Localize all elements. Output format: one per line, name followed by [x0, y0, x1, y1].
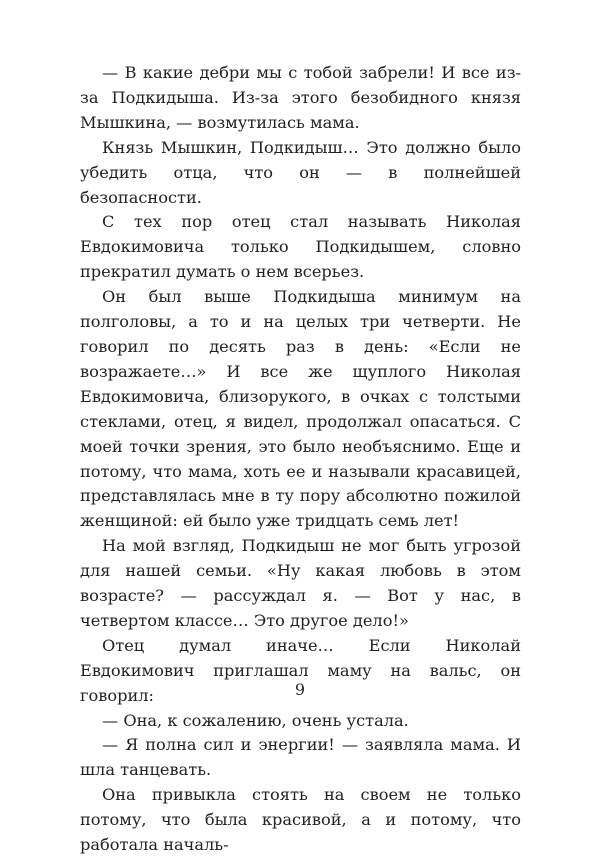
- body-text: [80, 61, 521, 858]
- paragraph-9: Она привыкла стоять на своем не только потому, что была красивой, а и потому, что работала началь-: [80, 785, 521, 855]
- paragraph-4: Он был выше Подкидыша минимум на полголовы, а то и на целых три четверти. Не говорил по десять раз в день: «Если не возражаете…» И все же щуплого Николая Евдокимовича, близорукого, в очках с толстыми стеклами, отец, я видел, продолжал опасаться. С моей точки зрения, это было необъяснимо. Еще и потому, что мама, хоть ее и называли красавицей, представлялась мне в ту пору абсолютно пожилой женщиной: ей было уже тридцать семь лет!: [80, 287, 521, 531]
- paragraph-1: — В какие дебри мы с тобой забрели! И все из-за Подкидыша. Из-за этого безобидного князя Мышкина, — возмутилась мама.: [80, 63, 521, 132]
- paragraph-6: Отец думал иначе… Если Николай Евдокимович приглашал маму на вальс, он говорил:: [80, 635, 521, 705]
- paragraph-3: С тех пор отец стал называть Николая Евдокимовича только Подкидышем, словно прекратил думать о нем всерьез.: [80, 212, 521, 282]
- paragraph-7: — Она, к сожалению, очень устала.: [102, 710, 409, 730]
- paragraph-2: Князь Мышкин, Подкидыш… Это должно было убедить отца, что он — в полнейшей безопасности.: [80, 137, 521, 207]
- paragraph-8: — Я полна сил и энергии! — заявляла мама. И шла танцевать.: [80, 735, 521, 780]
- page-number: 9: [294, 680, 306, 699]
- paragraph-5: На мой взгляд, Подкидыш не мог быть угрозой для нашей семьи. «Ну какая любовь в этом возрасте? — рассуждал я. — Вот у нас, в четвертом классе… Это другое дело!»: [80, 536, 521, 630]
